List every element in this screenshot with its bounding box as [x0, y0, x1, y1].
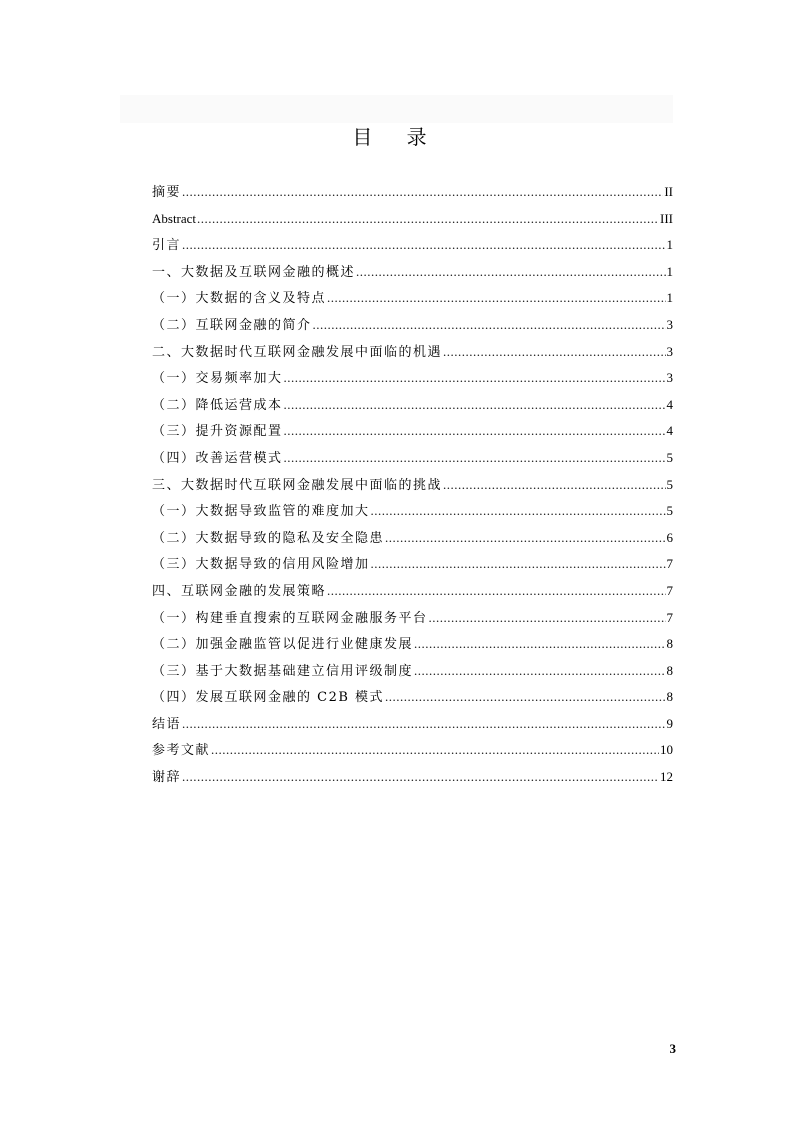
toc-entry-label: 参考文献 — [152, 743, 211, 759]
toc-entry-page: 7 — [666, 582, 673, 598]
toc-title: 目 录 — [352, 125, 441, 149]
toc-entry-label: （一）大数据导致监管的难度加大 — [152, 504, 370, 520]
toc-dot-leader — [414, 631, 665, 658]
toc-subentry[interactable] — [152, 365, 673, 392]
toc-entry-label: （二）加强金融监管以促进行业健康发展 — [152, 637, 414, 653]
toc-dot-leader — [385, 684, 665, 711]
toc-entry-page: 7 — [666, 609, 673, 625]
toc-entry-label: 二、大数据时代互联网金融发展中面临的机遇 — [152, 344, 443, 360]
toc-subentry[interactable] — [152, 392, 673, 419]
toc-subentry[interactable] — [152, 445, 673, 472]
toc-dot-leader — [371, 551, 666, 578]
toc-entry[interactable] — [152, 339, 673, 366]
toc-dot-leader — [284, 445, 666, 472]
toc-dot-leader — [197, 206, 659, 233]
toc-entry-page: III — [660, 210, 673, 226]
toc-entry-label: 引言 — [152, 238, 182, 254]
toc-entry-label: （四）改善运营模式 — [152, 450, 283, 466]
toc-subentry[interactable] — [152, 418, 673, 445]
header-band — [120, 95, 673, 123]
toc-entry-label: （一）构建垂直搜索的互联网金融服务平台 — [152, 610, 428, 626]
toc-entry-label: （二）降低运营成本 — [152, 397, 283, 413]
toc-entry-page: 8 — [666, 662, 673, 678]
toc-dot-leader — [284, 365, 666, 392]
toc-entry-label: （三）大数据导致的信用风险增加 — [152, 557, 370, 573]
toc-dot-leader — [327, 578, 665, 605]
toc-entry-page: 1 — [666, 290, 673, 306]
toc-entry-page: 1 — [666, 237, 673, 253]
toc-subentry[interactable] — [152, 498, 673, 525]
toc-subentry[interactable] — [152, 285, 673, 312]
toc-entry-page: 7 — [666, 556, 673, 572]
toc-dot-leader — [443, 339, 665, 366]
toc-dot-leader — [284, 418, 666, 445]
toc-entry-page: 5 — [666, 476, 673, 492]
toc-dot-leader — [327, 285, 665, 312]
toc-subentry[interactable] — [152, 658, 673, 685]
toc-entry-page: 1 — [666, 263, 673, 279]
toc-entry-page: 8 — [666, 689, 673, 705]
toc-dot-leader — [182, 179, 663, 206]
toc-dot-leader — [284, 392, 666, 419]
page-number: 3 — [669, 1041, 676, 1056]
toc-dot-leader — [429, 605, 666, 632]
toc-dot-leader — [182, 232, 665, 259]
toc-subentry[interactable] — [152, 551, 673, 578]
toc-dot-leader — [385, 525, 665, 552]
toc-entry[interactable] — [152, 764, 673, 791]
toc-entry[interactable] — [152, 259, 673, 286]
toc-entry-page: II — [664, 184, 673, 199]
toc-entry[interactable] — [152, 472, 673, 499]
toc-entry-label: （二）互联网金融的简介 — [152, 317, 312, 333]
toc-subentry[interactable] — [152, 684, 673, 711]
toc-subentry[interactable] — [152, 525, 673, 552]
toc-entry[interactable] — [152, 179, 673, 206]
toc-entry-page: 6 — [666, 529, 673, 545]
toc-dot-leader — [313, 312, 666, 339]
toc-entry-label: 一、大数据及互联网金融的概述 — [152, 264, 356, 280]
toc-entry-page: 3 — [666, 370, 673, 386]
toc-entry-page: 4 — [666, 423, 673, 439]
toc-entry-page: 5 — [666, 449, 673, 465]
toc-dot-leader — [414, 658, 665, 685]
toc-entry-label: Abstract — [152, 210, 197, 226]
toc-entry-page: 3 — [666, 316, 673, 332]
toc-dot-leader — [182, 711, 665, 738]
toc-entry-page: 9 — [666, 715, 673, 731]
toc-dot-leader — [371, 498, 666, 525]
table-of-contents — [152, 179, 673, 791]
toc-entry[interactable] — [152, 711, 673, 738]
toc-entry[interactable] — [152, 737, 673, 764]
toc-entry[interactable] — [152, 206, 673, 233]
toc-entry-label: 谢辞 — [152, 770, 182, 786]
toc-entry-page: 5 — [666, 503, 673, 519]
toc-subentry[interactable] — [152, 312, 673, 339]
toc-entry[interactable] — [152, 232, 673, 259]
toc-entry-label: （三）基于大数据基础建立信用评级制度 — [152, 663, 414, 679]
toc-entry-page: 10 — [660, 742, 673, 758]
toc-subentry[interactable] — [152, 631, 673, 658]
toc-dot-leader — [356, 259, 665, 286]
toc-entry-page: 8 — [666, 636, 673, 652]
toc-dot-leader — [182, 764, 659, 791]
toc-entry-label: （三）提升资源配置 — [152, 424, 283, 440]
toc-entry-label: 四、互联网金融的发展策略 — [152, 583, 327, 599]
toc-entry-page: 12 — [660, 769, 673, 785]
toc-subentry[interactable] — [152, 605, 673, 632]
toc-entry-label: 三、大数据时代互联网金融发展中面临的挑战 — [152, 477, 443, 493]
toc-entry-label: 摘要 — [152, 185, 182, 200]
toc-entry-label: （一）大数据的含义及特点 — [152, 291, 327, 307]
toc-dot-leader — [443, 472, 665, 499]
toc-entry-label: （一）交易频率加大 — [152, 371, 283, 387]
toc-entry-page: 3 — [666, 343, 673, 359]
toc-dot-leader — [211, 737, 659, 764]
toc-entry-label: 结语 — [152, 716, 182, 732]
toc-entry-page: 4 — [666, 396, 673, 412]
toc-entry-label: （二）大数据导致的隐私及安全隐患 — [152, 530, 385, 546]
toc-entry[interactable] — [152, 578, 673, 605]
toc-entry-label: （四）发展互联网金融的 C2B 模式 — [152, 690, 385, 706]
